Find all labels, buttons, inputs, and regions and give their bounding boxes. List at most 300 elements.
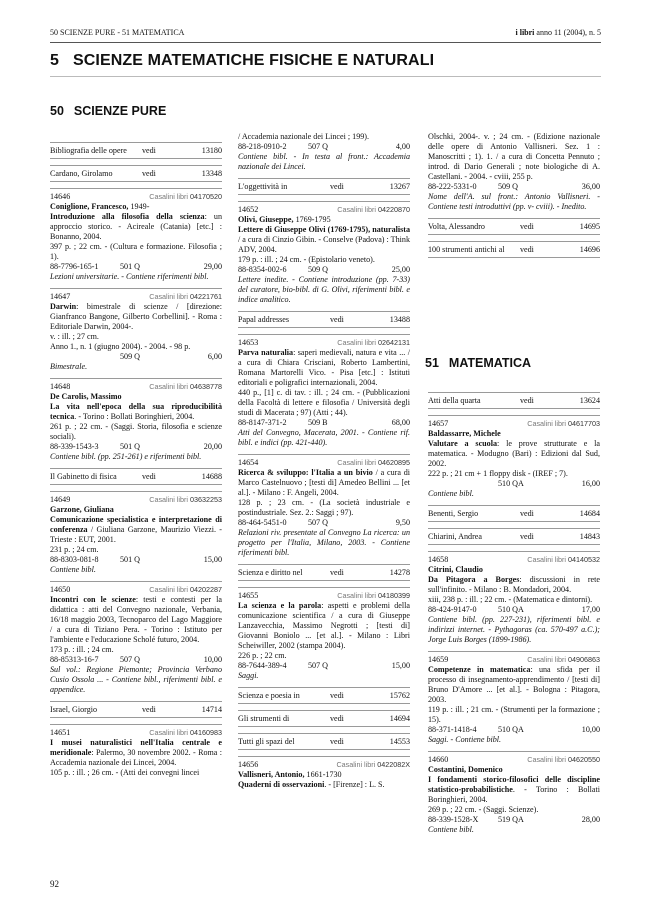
cross-reference <box>428 505 600 522</box>
title-main: Da Pitagora a Borges <box>428 575 520 584</box>
entry-title <box>50 212 222 242</box>
page-number: 92 <box>50 879 59 889</box>
entry-source <box>527 419 600 429</box>
source-name: Casalini libri <box>149 495 189 504</box>
entry-id-line <box>238 591 410 601</box>
entry-author <box>50 505 222 515</box>
entry-isbn-line <box>50 555 222 565</box>
entry-note: Lezioni universitarie. - Contiene riferimenti bibl. <box>50 272 209 281</box>
entry-source <box>527 755 600 765</box>
isbn: 88-339-1543-3 <box>50 442 99 451</box>
cross-reference <box>428 528 600 545</box>
dewey-code: 510 QA <box>498 725 524 734</box>
entry-id-line <box>428 655 600 665</box>
entry-source <box>149 192 222 202</box>
isbn <box>50 352 120 362</box>
entry-isbn-line <box>50 655 222 665</box>
source-name: Casalini libri <box>527 755 567 764</box>
title-main: Quaderni di osservazioni <box>238 780 325 789</box>
xref-number: 14684 <box>579 509 600 518</box>
xref-number: 14843 <box>579 532 600 541</box>
cross-reference <box>50 142 222 159</box>
cross-reference <box>50 165 222 182</box>
entry-description: v. : ill. ; 27 cm. <box>50 332 99 341</box>
entry-id-line <box>428 555 600 565</box>
entry-number: 14656 <box>238 760 259 769</box>
running-head-left: 50 SCIENZE PURE - 51 MATEMATICA <box>50 28 185 37</box>
xref-term: Scienza e diritto nel <box>238 568 303 577</box>
price: 15,00 <box>203 555 222 564</box>
price: 25,00 <box>391 265 410 274</box>
dewey-code: 510 QA <box>498 605 524 614</box>
author-name: Baldassarre, Michele <box>428 429 501 438</box>
entry-isbn-line <box>50 442 222 452</box>
isbn: 88-85313-16-7 <box>50 655 99 664</box>
dewey-code: 501 Q <box>120 262 141 271</box>
entry-description: 231 p. ; 24 cm. <box>50 545 99 554</box>
entry-source <box>337 338 410 348</box>
price: 10,00 <box>581 725 600 734</box>
xref-see: vedi <box>330 714 344 723</box>
cross-reference <box>238 311 410 328</box>
source-name: Casalini libri <box>337 591 377 600</box>
cross-reference <box>238 564 410 581</box>
title-rest: : un approccio storico. - Acireale (Catania) [etc.] : Bonanno, 2004. <box>50 212 222 241</box>
source-code: 04638778 <box>190 382 222 391</box>
entry-number: 14660 <box>428 755 449 764</box>
isbn: 88-339-1528-X <box>428 815 479 824</box>
title-main: Ricerca & sviluppo: l'Italia a un bivio <box>238 468 373 477</box>
price: 6,00 <box>207 352 222 361</box>
xref-number: 14553 <box>389 737 410 746</box>
dewey-code: 507 Q <box>308 518 329 527</box>
entry-author <box>238 770 410 780</box>
title-rest: : una sfida per il processo di insegnamento-apprendimento / [testi di] Bruno D'Amore ... [et al.]. - Bologna : Pitagora, 2003. <box>428 665 600 704</box>
entry-number: 14652 <box>238 205 259 214</box>
entry-isbn-line <box>238 265 410 275</box>
entry-isbn-line <box>238 142 410 152</box>
dewey-code: 507 Q <box>308 661 329 670</box>
xref-term: Chiarini, Andrea <box>428 532 482 541</box>
author-name: Coniglione, Francesco, <box>50 202 129 211</box>
entry-source <box>336 760 410 770</box>
entry-note: Contiene bibl. <box>428 825 474 834</box>
source-code: 04160983 <box>190 728 222 737</box>
title-main: La vita nell'epoca della sua riproducibilità tecnica <box>50 402 222 421</box>
source-name: Casalini libri <box>337 338 377 347</box>
isbn <box>428 479 498 489</box>
entry-description: 105 p. : ill. ; 26 cm. - (Atti dei convegni lincei <box>50 768 200 777</box>
entry-number: 14653 <box>238 338 259 347</box>
cross-reference <box>50 701 222 718</box>
entry-isbn-line <box>428 479 600 489</box>
title-rest: : Palermo, 30 novembre 2002. - Roma : Accademia nazionale dei Lincei, 2004. <box>50 748 222 767</box>
source-name: Casalini libri <box>527 419 567 428</box>
entry-isbn-line <box>428 605 600 615</box>
isbn: 88-424-9147-0 <box>428 605 477 614</box>
price: 16,00 <box>581 479 600 488</box>
title-rest: / a cura di Cinzio Gibin. - Conselve (Padova) : Think ADV, 2004. <box>238 235 410 254</box>
catalog-entry-continued <box>238 132 410 172</box>
dewey-code: 509 Q <box>498 182 519 191</box>
entry-number: 14659 <box>428 655 449 664</box>
title-main: I musei naturalistici nell'Italia centrale e meridionale <box>50 738 222 757</box>
entry-title <box>428 665 600 705</box>
entry-number: 14646 <box>50 192 71 201</box>
xref-see: vedi <box>520 509 534 518</box>
xref-term: Gli strumenti di <box>238 714 290 723</box>
xref-see: vedi <box>142 705 156 714</box>
title-rest: : le prove strutturate e la matematica. - Modugno (Bari) : Edizioni dal Sud, 2002. <box>428 439 601 468</box>
title-rest: : discussioni in rete sull'infinito. - Milano : B. Mondadori, 2004. <box>428 575 600 594</box>
entry-number: 14654 <box>238 458 259 467</box>
entry-title <box>428 775 600 805</box>
section-heading-50: 50 SCIENZE PURE <box>50 104 167 118</box>
title-rest: : aspetti e problemi della comunicazione scientifica / a cura di Giuseppe Lanzavecchia, Massimo Negrotti ; [testi di] Giovanni Boniolo ... [et al.]. - Milano : Libri Scheiwiller, 2002 (stampa 2004). <box>238 601 410 650</box>
entry-description: xiii, 238 p. : ill. ; 22 cm. - (Matematica e dintorni). <box>428 595 593 604</box>
entry-note: Relazioni riv. presentate al Convegno La ricerca: un progetto per l'Italia, Milano, 2003. - Contiene riferimenti bibl. <box>238 528 410 557</box>
price: 68,00 <box>391 418 410 427</box>
entry-id-line <box>238 760 410 770</box>
cross-reference <box>428 241 600 258</box>
price: 29,00 <box>203 262 222 271</box>
entry-number: 14648 <box>50 382 71 391</box>
entry-author <box>50 202 222 212</box>
author-name: Vallisneri, Antonio, <box>238 770 305 779</box>
price: 10,00 <box>203 655 222 664</box>
entry-description: 128 p. ; 23 cm. - (La società industriale e postindustriale. Sez. 2.: Saggi ; 97). <box>238 498 410 517</box>
xref-term: Papal addresses <box>238 315 290 324</box>
xref-term: Israel, Giorgio <box>50 705 98 714</box>
title-main: Introduzione alla filosofia della scienza <box>50 212 205 221</box>
source-code: 03632253 <box>190 495 222 504</box>
source-name: Casalini libri <box>337 205 377 214</box>
xref-see: vedi <box>520 396 534 405</box>
price: 28,00 <box>581 815 600 824</box>
title-main: Parva naturalia <box>238 348 294 357</box>
entry-source <box>337 458 410 468</box>
chapter-rule <box>50 76 601 77</box>
author-name: De Carolis, Massimo <box>50 392 122 401</box>
running-head-right: i libri anno 11 (2004), n. 5 <box>515 28 601 37</box>
isbn: 88-8147-371-2 <box>238 418 287 427</box>
entry-source <box>149 585 222 595</box>
source-name: Casalini libri <box>149 192 189 201</box>
entry-description: 440 p., [1] c. di tav. : ill. ; 24 cm. - (Pubblicazioni della Facoltà di lettere e filosofia / Università degli studi di Macerata ; 97) (Atti ; 44). <box>238 388 410 417</box>
isbn: 88-7796-165-1 <box>50 262 99 271</box>
entry-number: 14658 <box>428 555 449 564</box>
catalog-entry <box>238 454 410 558</box>
entry-description: 269 p. ; 22 cm. - (Saggi. Scienze). <box>428 805 539 814</box>
entry-source <box>337 205 410 215</box>
author-name: Costantini, Domenico <box>428 765 503 774</box>
isbn: 88-371-1418-4 <box>428 725 477 734</box>
title-main: I fondamenti storico-filosofici delle discipline statistico-probabilistiche <box>428 775 600 794</box>
xref-see: vedi <box>330 737 344 746</box>
author-name: Garzone, Giuliana <box>50 505 114 514</box>
catalog-entry <box>428 551 600 645</box>
entry-id-line <box>50 585 222 595</box>
entry-source <box>149 292 222 302</box>
entry-source <box>527 555 600 565</box>
source-code: 04180399 <box>378 591 410 600</box>
entry-note: Saggi. - Contiene bibl. <box>428 735 502 744</box>
title-rest: : testi e contesti per la didattica : atti del Convegno nazionale, Verbania, 16/18 maggio 2003, Tecnoparco del Lago Maggiore / a cura di Tiziano Pera. - Torino : Istituto per l'ambiente e l'educazione Scholé futuro, 2004. <box>50 595 222 644</box>
source-code: 04140532 <box>568 555 600 564</box>
xref-see: vedi <box>520 245 534 254</box>
source-name: Casalini libri <box>527 655 567 664</box>
xref-number: 14688 <box>201 472 222 481</box>
author-dates: 1769-1795 <box>295 215 331 224</box>
title-main: Comunicazione specialistica e interpretazione di conferenza <box>50 515 222 534</box>
source-name: Casalini libri <box>149 728 189 737</box>
cross-reference <box>238 733 410 750</box>
xref-number: 15762 <box>389 691 410 700</box>
source-name: Casalini libri <box>336 760 376 769</box>
title-main: Lettere di Giuseppe Olivi (1769-1795), naturalista <box>238 225 410 234</box>
header-rule <box>50 42 601 43</box>
entry-description: 179 p. : ill. ; 24 cm. - (Epistolario veneto). <box>238 255 375 264</box>
source-name: Casalini libri <box>149 292 189 301</box>
dewey-code: 509 B <box>308 418 328 427</box>
entry-note: Nome dell'A. sul front.: Antonio Vallisneri. - Contiene testi introduttivi (pp. v- cviii). - Inedito. <box>428 192 600 211</box>
author-dates: 1949- <box>130 202 150 211</box>
entry-id-line <box>238 205 410 215</box>
entry-id-line <box>50 292 222 302</box>
entry-number: 14651 <box>50 728 71 737</box>
title-rest: . - Torino : Bollati Boringhieri, 2004. <box>74 412 195 421</box>
entry-number: 14650 <box>50 585 71 594</box>
entry-isbn-line <box>50 262 222 272</box>
xref-term: Tutti gli spazi del <box>238 737 295 746</box>
entry-id-line <box>238 338 410 348</box>
catalog-entry <box>238 756 410 790</box>
entry-title <box>50 302 222 332</box>
dewey-code: 507 Q <box>120 655 141 664</box>
price: 4,00 <box>395 142 410 151</box>
source-code: 04221761 <box>190 292 222 301</box>
catalog-entry <box>238 201 410 305</box>
source-code: 04170520 <box>190 192 222 201</box>
title-main: La scienza e la parola <box>238 601 322 610</box>
xref-term: Cardano, Girolamo <box>50 169 113 178</box>
xref-see: vedi <box>330 568 344 577</box>
xref-term: Scienza e poesia in <box>238 691 300 700</box>
source-code: 04620550 <box>568 755 600 764</box>
xref-term: L'oggettività in <box>238 182 288 191</box>
title-rest: : saperi medievali, natura e vita ... / a cura di Chiara Crisciani, Roberto Lambertini, Romana Martorelli Vico. - Pisa [etc.] : Istituti editoriali e poligrafici internazionali, 2004. <box>238 348 410 387</box>
cross-reference <box>238 710 410 727</box>
entry-note: Contiene bibl. - In testa al front.: Accademia nazionale dei Lincei. <box>238 152 410 171</box>
entry-title <box>238 601 410 651</box>
source-code: 02642131 <box>378 338 410 347</box>
dewey-code: 501 Q <box>120 442 141 451</box>
source-code: 04617703 <box>568 419 600 428</box>
entry-number: 14647 <box>50 292 71 301</box>
xref-term: Volta, Alessandro <box>428 222 485 231</box>
entry-description: 261 p. ; 22 cm. - (Saggi. Storia, filosofia e scienze sociali). <box>50 422 222 441</box>
entry-number: 14655 <box>238 591 259 600</box>
entry-note: Contiene bibl. <box>428 489 474 498</box>
xref-term: Bibliografia delle opere <box>50 146 127 155</box>
xref-see: vedi <box>142 169 156 178</box>
entry-title <box>50 515 222 545</box>
column-3 <box>428 132 600 264</box>
entry-note: Contiene bibl. (pp. 251-261) e riferimenti bibl. <box>50 452 202 461</box>
xref-see: vedi <box>330 315 344 324</box>
entry-id-line <box>50 192 222 202</box>
entry-note: Contiene bibl. <box>50 565 96 574</box>
dewey-code: 509 Q <box>120 352 141 361</box>
xref-term: Il Gabinetto di fisica <box>50 472 117 481</box>
entry-note: Lettere inedite. - Contiene introduzione (pp. 7-33) del curatore, bio-bibl. di G. Olivi, riferimenti bibl. e indice analitico. <box>238 275 410 304</box>
entry-number: 14649 <box>50 495 71 504</box>
column-1 <box>50 138 222 784</box>
xref-number: 13348 <box>201 169 222 178</box>
section-heading-51: 51 MATEMATICA <box>425 356 532 370</box>
entry-id-line <box>50 382 222 392</box>
price: 15,00 <box>391 661 410 670</box>
entry-id-line <box>50 495 222 505</box>
isbn: 88-7644-389-4 <box>238 661 287 670</box>
catalog-entry <box>50 724 222 778</box>
entry-isbn-line <box>428 815 600 825</box>
entry-author <box>428 429 600 439</box>
entry-isbn-line <box>428 725 600 735</box>
title-rest: . - [Firenze] : L. S. <box>324 780 385 789</box>
xref-number: 14278 <box>389 568 410 577</box>
catalog-entry <box>428 751 600 835</box>
author-name: Olivi, Giuseppe, <box>238 215 294 224</box>
title-rest: / a cura di Marco Castelnuovo ; [testi di] Amedeo Bellini ... [et al.]. - Milano : F. Angeli, 2004. <box>238 468 410 497</box>
running-head <box>50 28 601 40</box>
catalog-entry <box>50 581 222 695</box>
dewey-code: 501 Q <box>120 555 141 564</box>
xref-number: 14695 <box>579 222 600 231</box>
source-code: 04220870 <box>378 205 410 214</box>
entry-note: Bimestrale. <box>50 362 88 371</box>
title-main: Competenze in matematica <box>428 665 531 674</box>
entry-note: Sul vol.: Regione Piemonte; Provincia Verbano Cusio Ossola ... - Contiene bibl., riferimenti bibl. e appendice. <box>50 665 222 694</box>
entry-note: Atti del Convegno, Macerata, 2001. - Contiene rif. bibl. e indici (pp. 421-440). <box>238 428 410 447</box>
entry-description: / Accademia nazionale dei Lincei ; 199). <box>238 132 370 141</box>
entry-description: 222 p. ; 21 cm + 1 floppy disk - (IREF ; 7). <box>428 469 568 478</box>
column-2 <box>238 132 410 796</box>
catalog-entry <box>238 587 410 681</box>
xref-number: 14694 <box>389 714 410 723</box>
entry-description-2: Anno 1., n. 1 (giugno 2004). - 2004. - 98 p. <box>50 342 191 351</box>
xref-see: vedi <box>330 691 344 700</box>
title-rest: / Giuliana Garzone, Maurizio Viezzi. - Trieste : EUT, 2001. <box>50 525 222 544</box>
title-main: Valutare a scuola <box>428 439 498 448</box>
column-3-matematica <box>428 388 600 841</box>
entry-isbn-line <box>428 182 600 192</box>
entry-isbn-line <box>238 418 410 428</box>
entry-id-line <box>428 419 600 429</box>
catalog-entry-continued <box>428 132 600 212</box>
cross-reference <box>428 392 600 409</box>
dewey-code: 507 Q <box>308 142 329 151</box>
price: 17,00 <box>581 605 600 614</box>
xref-see: vedi <box>520 532 534 541</box>
isbn: 88-8354-002-6 <box>238 265 287 274</box>
source-code: 04906863 <box>568 655 600 664</box>
entry-isbn-line <box>50 352 222 362</box>
cross-reference <box>50 468 222 485</box>
cross-reference <box>238 687 410 704</box>
entry-title <box>50 595 222 645</box>
price: 36,00 <box>581 182 600 191</box>
entry-source <box>149 495 222 505</box>
title-main: Darwin <box>50 302 77 311</box>
entry-title <box>50 738 222 768</box>
entry-author <box>50 392 222 402</box>
source-code: 04202287 <box>190 585 222 594</box>
entry-description: 397 p. ; 22 cm. - (Cultura e formazione. Filosofia ; 1). <box>50 242 222 261</box>
entry-title <box>238 225 410 255</box>
dewey-code: 509 Q <box>308 265 329 274</box>
dewey-code: 519 QA <box>498 815 524 824</box>
entry-description: Olschki, 2004-. v. ; 24 cm. - (Edizione nazionale delle opere di Antonio Vallisneri. Sez. 1 : Manoscritti ; 1). 1. / a cura di Concetta Pennuto ; introd. di Dario Generali ; note biologiche di A. Castellani. - 2004. - cviii, 255 p. <box>428 132 600 181</box>
xref-number: 13180 <box>201 146 222 155</box>
entry-id-line <box>50 728 222 738</box>
price: 9,50 <box>395 518 410 527</box>
xref-number: 13488 <box>389 315 410 324</box>
entry-source <box>337 591 410 601</box>
xref-see: vedi <box>330 182 344 191</box>
chapter-title: 5 SCIENZE MATEMATICHE FISICHE E NATURALI <box>50 52 435 69</box>
xref-number: 13267 <box>389 182 410 191</box>
isbn: 88-222-5331-0 <box>428 182 477 191</box>
xref-number: 13624 <box>579 396 600 405</box>
entry-id-line <box>428 755 600 765</box>
catalog-entry <box>50 378 222 462</box>
entry-isbn-line <box>238 518 410 528</box>
entry-description: 173 p. : ill. ; 24 cm. <box>50 645 114 654</box>
catalog-entry <box>50 491 222 575</box>
xref-term: Benenti, Sergio <box>428 509 479 518</box>
xref-number: 14696 <box>579 245 600 254</box>
source-code: 0422082X <box>377 760 410 769</box>
entry-title <box>428 439 600 469</box>
entry-source <box>527 655 600 665</box>
entry-id-line <box>238 458 410 468</box>
cross-reference <box>238 178 410 195</box>
catalog-entry <box>50 288 222 372</box>
source-code: 04620895 <box>378 458 410 467</box>
entry-title <box>50 402 222 422</box>
dewey-code: 510 QA <box>498 479 524 488</box>
source-name: Casalini libri <box>149 382 189 391</box>
entry-source <box>149 382 222 392</box>
xref-see: vedi <box>520 222 534 231</box>
isbn: 88-464-5451-0 <box>238 518 287 527</box>
source-name: Casalini libri <box>527 555 567 564</box>
author-dates: 1661-1730 <box>306 770 342 779</box>
catalog-entry <box>50 188 222 282</box>
cross-reference <box>428 218 600 235</box>
xref-term: Atti della quarta <box>428 396 481 405</box>
entry-title <box>238 468 410 498</box>
entry-description: 119 p. : ill. ; 21 cm. - (Strumenti per la formazione ; 15). <box>428 705 600 724</box>
entry-author <box>428 765 600 775</box>
xref-number: 14714 <box>201 705 222 714</box>
source-name: Casalini libri <box>149 585 189 594</box>
entry-source <box>149 728 222 738</box>
xref-term: 100 strumenti antichi al <box>428 245 505 254</box>
entry-title <box>238 780 410 790</box>
entry-title <box>238 348 410 388</box>
